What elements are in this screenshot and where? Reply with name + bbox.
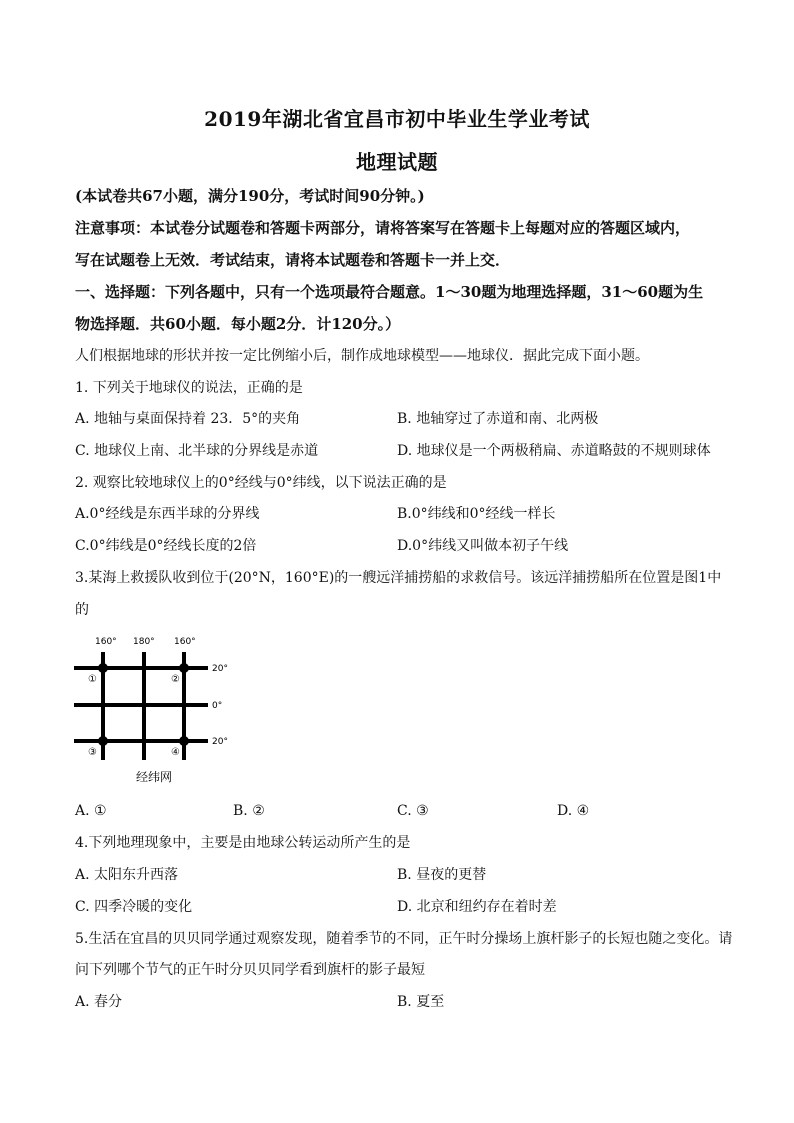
lat-label-20s: 20° (212, 737, 228, 747)
question-3-option-b: B. ② (233, 803, 265, 819)
question-4-option-c: C. 四季冷暖的变化 (75, 899, 193, 915)
question-1-stem: 1. 下列关于地球仪的说法，正确的是 (75, 380, 303, 396)
figure-caption: 经纬网 (136, 770, 173, 784)
question-1-option-a: A. 地轴与桌面保持着 23．5°的夹角 (75, 411, 301, 427)
notice-line-1: 注意事项：本试卷分试题卷和答题卡两部分，请将答案写在答题卡上每题对应的答题区域内， (75, 219, 691, 237)
lat-label-20n: 20° (212, 664, 228, 674)
notice-line-2: 写在试题卷上无效．考试结束，请将本试题卷和答题卡一并上交． (75, 251, 511, 269)
point-1-dot (98, 663, 108, 673)
point-3-dot (98, 736, 108, 746)
point-1-label: ① (88, 674, 97, 685)
point-4-label: ④ (171, 747, 180, 758)
question-3-stem-line-1: 3.某海上救援队收到位于(20°N，160°E)的一艘远洋捕捞船的求救信号。该远洋捕捞船所在位置是图1中 (75, 570, 722, 586)
lon-label-160e: 160° (174, 637, 196, 647)
question-4-option-a: A. 太阳东升西落 (75, 867, 179, 883)
question-1-option-c: C. 地球仪上南、北半球的分界线是赤道 (75, 443, 319, 459)
lon-label-180: 180° (133, 637, 155, 647)
question-5-stem-line-1: 5.生活在宜昌的贝贝同学通过观察发现，随着季节的不同，正午时分操场上旗杆影子的长短也随之变化。请 (75, 931, 733, 947)
question-1-option-d: D. 地球仪是一个两极稍扁、赤道略鼓的不规则球体 (397, 443, 711, 459)
question-5-option-b: B. 夏至 (397, 994, 445, 1010)
question-4-option-d: D. 北京和纽约存在着时差 (397, 899, 557, 915)
graticule-svg (70, 630, 240, 790)
point-2-label: ② (171, 674, 180, 685)
exam-info: (本试卷共67小题，满分190分，考试时间90分钟。) (75, 187, 425, 205)
question-3-option-d: D. ④ (557, 803, 590, 819)
question-2-option-b: B.0°纬线和0°经线一样长 (397, 506, 556, 522)
question-5-option-a: A. 春分 (75, 994, 123, 1010)
question-3-option-c: C. ③ (397, 803, 429, 819)
question-3-option-a: A. ① (75, 803, 107, 819)
point-4-dot (179, 736, 189, 746)
question-2-option-c: C.0°纬线是0°经线长度的2倍 (75, 538, 257, 554)
question-4-stem: 4.下列地理现象中，主要是由地球公转运动所产生的是 (75, 835, 411, 851)
lon-label-160w: 160° (95, 637, 117, 647)
graticule-figure (70, 630, 240, 790)
question-3-stem-line-2: 的 (75, 602, 89, 618)
point-3-label: ③ (88, 747, 97, 758)
section-heading-line-2: 物选择题．共60小题．每小题2分．计120分。） (75, 315, 401, 333)
lat-label-0: 0° (212, 701, 223, 711)
question-2-option-d: D.0°纬线又叫做本初子午线 (397, 538, 569, 554)
question-5-stem-line-2: 问下列哪个节气的正午时分贝贝同学看到旗杆的影子最短 (75, 962, 425, 978)
question-1-option-b: B. 地轴穿过了赤道和南、北两极 (397, 411, 599, 427)
question-intro: 人们根据地球的形状并按一定比例缩小后，制作成地球模型——地球仪．据此完成下面小题。 (75, 348, 649, 364)
exam-subject: 地理试题 (356, 150, 438, 174)
question-2-option-a: A.0°经线是东西半球的分界线 (75, 506, 260, 522)
question-2-stem: 2. 观察比较地球仪上的0°经线与0°纬线，以下说法正确的是 (75, 475, 447, 491)
section-heading-line-1: 一、选择题：下列各题中，只有一个选项最符合题意。1～30题为地理选择题，31～60题为生 (75, 283, 704, 301)
question-4-option-b: B. 昼夜的更替 (397, 867, 487, 883)
exam-title: 2019年湖北省宜昌市初中毕业生学业考试 (204, 107, 590, 131)
point-2-dot (179, 663, 189, 673)
